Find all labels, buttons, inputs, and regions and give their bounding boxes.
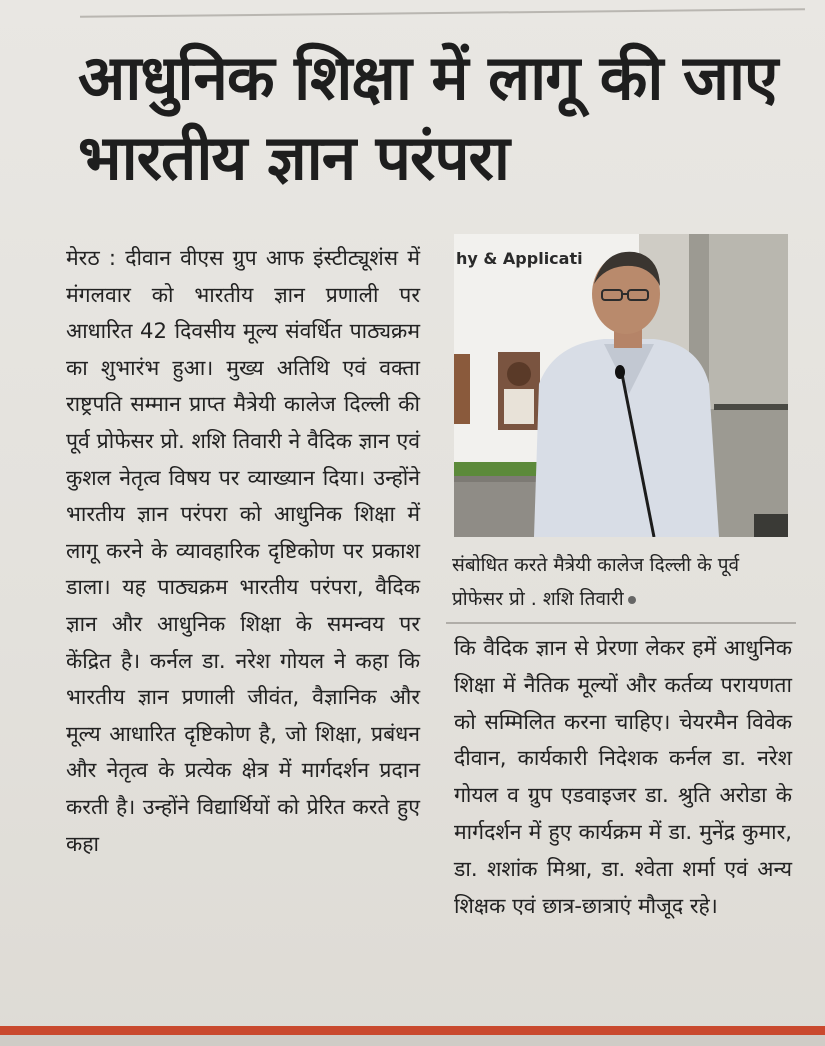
caption-bullet-icon bbox=[628, 596, 636, 604]
photo-caption bbox=[452, 548, 792, 616]
article-photo bbox=[454, 234, 788, 537]
caption-divider bbox=[446, 622, 796, 624]
photo-caption-text: संबोधित करते मैत्रेयी कालेज दिल्ली के पूर्व प्रोफेसर प्रो . शशि तिवारी bbox=[452, 554, 740, 610]
speaker-photo-illustration bbox=[454, 234, 788, 537]
photo-banner-text: hy & Applicati bbox=[456, 249, 583, 268]
bottom-paper-strip bbox=[0, 1035, 825, 1046]
bottom-accent-bar bbox=[0, 1026, 825, 1035]
article-body-right-column: कि वैदिक ज्ञान से प्रेरणा लेकर हमें आधुनिक शिक्षा में नैतिक मूल्यों और कर्तव्य परायणता को सम्मिलित करना चाहिए। चेयरमैन विवेक दीवान, कार्यकारी निदेशक कर्नल डा. नरेश गोयल व ग्रुप एडवाइजर डा. श्रुति अरोडा के मार्गदर्शन में हुए कार्यक्रम में डा. मुनेंद्र कुमार, डा. शशांक मिश्रा, डा. श्वेता शर्मा एवं अन्य शिक्षक एवं छात्र-छात्राएं मौजूद रहे। bbox=[454, 635, 792, 918]
article-body-left-column: मेरठ : दीवान वीएस ग्रुप आफ इंस्टीट्यूशंस में मंगलवार को भारतीय ज्ञान प्रणाली पर आधारित 42 दिवसीय मूल्य संवर्धित पाठ्यक्रम का शुभारंभ हुआ। मुख्य अतिथि एवं वक्ता राष्ट्रपति सम्मान प्राप्त मैत्रेयी कालेज दिल्ली की पूर्व प्रोफेसर प्रो. शशि तिवारी ने वैदिक ज्ञान एवं कुशल नेतृत्व विषय पर व्याख्यान दिया। उन्होंने भारतीय ज्ञान परंपरा को आधुनिक शिक्षा में लागू करने के व्यावहारिक दृष्टिकोण पर प्रकाश डाला। यह पाठ्यक्रम भारतीय परंपरा, वैदिक ज्ञान और आधुनिक शिक्षा के समन्वय पर केंद्रित है। कर्नल डा. नरेश गोयल ने कहा कि भारतीय ज्ञान प्रणाली जीवंत, वैज्ञानिक और मूल्य आधारित दृष्टिकोण है, जो शिक्षा, प्रबंधन और नेतृत्व के प्रत्येक क्षेत्र में मार्गदर्शन प्रदान करती है। उन्होंने विद्यार्थियों को प्रेरित करते हुए कहा bbox=[66, 245, 420, 856]
headline: आधुनिक शिक्षा में लागू की जाए भारतीय ज्ञान परंपरा bbox=[78, 41, 778, 194]
top-rule bbox=[80, 8, 805, 18]
